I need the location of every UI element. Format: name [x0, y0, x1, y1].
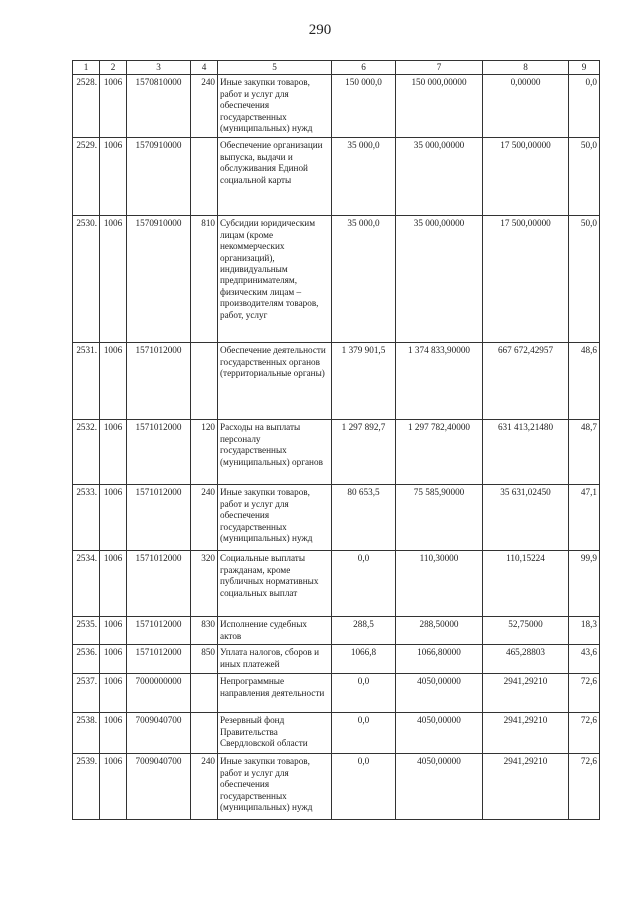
expense-type-cell — [191, 674, 218, 713]
section-code-cell: 1006 — [100, 343, 127, 420]
section-code-cell: 1006 — [100, 551, 127, 617]
planned-amount-cell: 0,0 — [332, 754, 396, 820]
executed-amount-cell: 2941,29210 — [483, 674, 569, 713]
column-header-2: 2 — [100, 61, 127, 75]
column-header-5: 5 — [218, 61, 332, 75]
expense-type-cell: 320 — [191, 551, 218, 617]
executed-amount-cell: 2941,29210 — [483, 754, 569, 820]
approved-amount-cell: 4050,00000 — [396, 713, 483, 754]
section-code-cell: 1006 — [100, 75, 127, 138]
section-code-cell: 1006 — [100, 645, 127, 674]
planned-amount-cell: 35 000,0 — [332, 138, 396, 216]
table-row — [73, 674, 600, 713]
executed-amount-cell: 667 672,42957 — [483, 343, 569, 420]
target-article-cell: 1571012000 — [127, 551, 191, 617]
expense-type-cell — [191, 713, 218, 754]
table-row — [73, 138, 600, 216]
approved-amount-cell: 110,30000 — [396, 551, 483, 617]
executed-amount-cell: 17 500,00000 — [483, 138, 569, 216]
execution-percent-cell: 99,9 — [569, 551, 600, 617]
approved-amount-cell: 1 297 782,40000 — [396, 420, 483, 485]
executed-amount-cell: 631 413,21480 — [483, 420, 569, 485]
execution-percent-cell: 72,6 — [569, 674, 600, 713]
planned-amount-cell: 1 379 901,5 — [332, 343, 396, 420]
item-name-cell: Обеспечение организации выпуска, выдачи и обслуживания Единой социальной карты — [218, 138, 332, 216]
target-article-cell: 1571012000 — [127, 485, 191, 551]
planned-amount-cell: 0,0 — [332, 713, 396, 754]
approved-amount-cell: 1 374 833,90000 — [396, 343, 483, 420]
table-row — [73, 551, 600, 617]
section-code-cell: 1006 — [100, 420, 127, 485]
target-article-cell: 7000000000 — [127, 674, 191, 713]
row-number-cell: 2530. — [73, 216, 100, 343]
planned-amount-cell: 150 000,0 — [332, 75, 396, 138]
executed-amount-cell: 17 500,00000 — [483, 216, 569, 343]
item-name-cell: Иные закупки товаров, работ и услуг для обеспечения государственных (муниципальных) нужд — [218, 75, 332, 138]
planned-amount-cell: 80 653,5 — [332, 485, 396, 551]
expense-type-cell: 830 — [191, 617, 218, 645]
planned-amount-cell: 1 297 892,7 — [332, 420, 396, 485]
section-code-cell: 1006 — [100, 713, 127, 754]
expense-type-cell — [191, 343, 218, 420]
table-row — [73, 713, 600, 754]
column-number-row — [73, 61, 600, 75]
expense-type-cell: 240 — [191, 485, 218, 551]
expense-type-cell: 120 — [191, 420, 218, 485]
target-article-cell: 1571012000 — [127, 343, 191, 420]
execution-percent-cell: 72,6 — [569, 754, 600, 820]
item-name-cell: Уплата налогов, сборов и иных платежей — [218, 645, 332, 674]
section-code-cell: 1006 — [100, 754, 127, 820]
table-row — [73, 420, 600, 485]
item-name-cell: Непрограммные направления деятельности — [218, 674, 332, 713]
table-body — [73, 75, 600, 820]
executed-amount-cell: 2941,29210 — [483, 713, 569, 754]
row-number-cell: 2528. — [73, 75, 100, 138]
item-name-cell: Иные закупки товаров, работ и услуг для обеспечения государственных (муниципальных) нужд — [218, 754, 332, 820]
executed-amount-cell: 52,75000 — [483, 617, 569, 645]
row-number-cell: 2536. — [73, 645, 100, 674]
item-name-cell: Субсидии юридическим лицам (кроме некоммерческих организаций), индивидуальным предпринимателям, физическим лицам – производителям товаров, работ, услуг — [218, 216, 332, 343]
section-code-cell: 1006 — [100, 138, 127, 216]
row-number-cell: 2538. — [73, 713, 100, 754]
table-row — [73, 75, 600, 138]
execution-percent-cell: 48,7 — [569, 420, 600, 485]
item-name-cell: Обеспечение деятельности государственных органов (территориальные органы) — [218, 343, 332, 420]
column-header-4: 4 — [191, 61, 218, 75]
executed-amount-cell: 35 631,02450 — [483, 485, 569, 551]
table-row — [73, 617, 600, 645]
table-row — [73, 645, 600, 674]
table-row — [73, 485, 600, 551]
item-name-cell: Исполнение судебных актов — [218, 617, 332, 645]
target-article-cell: 1571012000 — [127, 617, 191, 645]
section-code-cell: 1006 — [100, 617, 127, 645]
approved-amount-cell: 4050,00000 — [396, 674, 483, 713]
expense-type-cell: 240 — [191, 754, 218, 820]
expense-type-cell: 850 — [191, 645, 218, 674]
approved-amount-cell: 1066,80000 — [396, 645, 483, 674]
column-header-8: 8 — [483, 61, 569, 75]
target-article-cell: 1571012000 — [127, 645, 191, 674]
executed-amount-cell: 110,15224 — [483, 551, 569, 617]
column-header-6: 6 — [332, 61, 396, 75]
budget-table — [72, 60, 600, 820]
execution-percent-cell: 18,3 — [569, 617, 600, 645]
planned-amount-cell: 288,5 — [332, 617, 396, 645]
approved-amount-cell: 75 585,90000 — [396, 485, 483, 551]
planned-amount-cell: 0,0 — [332, 674, 396, 713]
table-row — [73, 754, 600, 820]
row-number-cell: 2534. — [73, 551, 100, 617]
row-number-cell: 2537. — [73, 674, 100, 713]
item-name-cell: Расходы на выплаты персоналу государственных (муниципальных) органов — [218, 420, 332, 485]
approved-amount-cell: 35 000,00000 — [396, 216, 483, 343]
section-code-cell: 1006 — [100, 674, 127, 713]
expense-type-cell — [191, 138, 218, 216]
item-name-cell: Иные закупки товаров, работ и услуг для обеспечения государственных (муниципальных) нужд — [218, 485, 332, 551]
execution-percent-cell: 0,0 — [569, 75, 600, 138]
column-header-3: 3 — [127, 61, 191, 75]
target-article-cell: 1570810000 — [127, 75, 191, 138]
expense-type-cell: 810 — [191, 216, 218, 343]
expense-type-cell: 240 — [191, 75, 218, 138]
planned-amount-cell: 1066,8 — [332, 645, 396, 674]
item-name-cell: Резервный фонд Правительства Свердловской области — [218, 713, 332, 754]
item-name-cell: Социальные выплаты гражданам, кроме публичных нормативных социальных выплат — [218, 551, 332, 617]
row-number-cell: 2532. — [73, 420, 100, 485]
execution-percent-cell: 50,0 — [569, 138, 600, 216]
table-row — [73, 343, 600, 420]
row-number-cell: 2529. — [73, 138, 100, 216]
execution-percent-cell: 72,6 — [569, 713, 600, 754]
approved-amount-cell: 4050,00000 — [396, 754, 483, 820]
execution-percent-cell: 50,0 — [569, 216, 600, 343]
execution-percent-cell: 48,6 — [569, 343, 600, 420]
approved-amount-cell: 35 000,00000 — [396, 138, 483, 216]
section-code-cell: 1006 — [100, 216, 127, 343]
execution-percent-cell: 43,6 — [569, 645, 600, 674]
target-article-cell: 1570910000 — [127, 138, 191, 216]
column-header-7: 7 — [396, 61, 483, 75]
execution-percent-cell: 47,1 — [569, 485, 600, 551]
table-row — [73, 216, 600, 343]
target-article-cell: 1571012000 — [127, 420, 191, 485]
executed-amount-cell: 465,28803 — [483, 645, 569, 674]
section-code-cell: 1006 — [100, 485, 127, 551]
column-header-9: 9 — [569, 61, 600, 75]
row-number-cell: 2539. — [73, 754, 100, 820]
target-article-cell: 7009040700 — [127, 713, 191, 754]
target-article-cell: 7009040700 — [127, 754, 191, 820]
executed-amount-cell: 0,00000 — [483, 75, 569, 138]
target-article-cell: 1570910000 — [127, 216, 191, 343]
approved-amount-cell: 150 000,00000 — [396, 75, 483, 138]
page-number: 290 — [308, 22, 332, 38]
row-number-cell: 2533. — [73, 485, 100, 551]
column-header-1: 1 — [73, 61, 100, 75]
approved-amount-cell: 288,50000 — [396, 617, 483, 645]
row-number-cell: 2531. — [73, 343, 100, 420]
row-number-cell: 2535. — [73, 617, 100, 645]
planned-amount-cell: 35 000,0 — [332, 216, 396, 343]
planned-amount-cell: 0,0 — [332, 551, 396, 617]
